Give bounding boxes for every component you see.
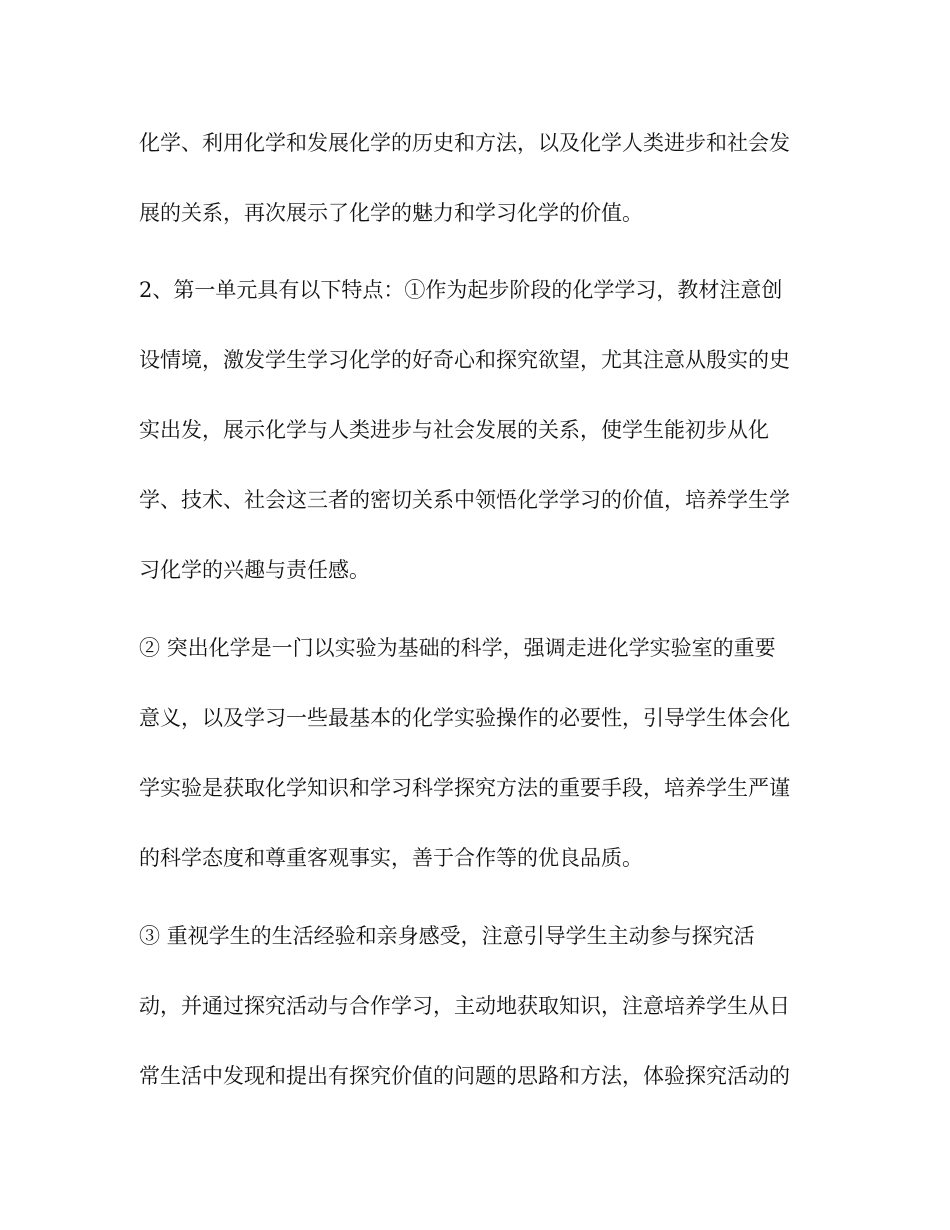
text-line: 的科学态度和尊重客观事实，善于合作等的优良品质。 <box>139 846 643 870</box>
text-line: 展的关系，再次展示了化学的魅力和学习化学的价值。 <box>139 201 643 225</box>
text-line: ② 突出化学是一门以实验为基础的科学，强调走进化学实验室的重要 <box>139 636 776 660</box>
text-line: 学、技术、社会这三者的密切关系中领悟化学学习的价值，培养学生学 <box>139 488 790 512</box>
text-line: 2、第一单元具有以下特点：①作为起步阶段的化学学习，教材注意创 <box>139 278 783 302</box>
text-line: 习化学的兴趣与责任感。 <box>139 558 370 582</box>
text-line: 意义，以及学习一些最基本的化学实验操作的必要性，引导学生体会化 <box>139 706 790 730</box>
text-line: 实出发，展示化学与人类进步与社会发展的关系，使学生能初步从化 <box>139 418 769 442</box>
text-line: 常生活中发现和提出有探究价值的问题的思路和方法，体验探究活动的 <box>139 1064 790 1088</box>
text-line: 设情境，激发学生学习化学的好奇心和探究欲望，尤其注意从殷实的史 <box>139 348 790 372</box>
text-line: 化学、利用化学和发展化学的历史和方法，以及化学人类进步和社会发 <box>139 131 790 155</box>
text-line: 学实验是获取化学知识和学习科学探究方法的重要手段，培养学生严谨 <box>139 776 790 800</box>
text-line: ③ 重视学生的生活经验和亲身感受，注意引导学生主动参与探究活 <box>139 924 755 948</box>
text-line: 动，并通过探究活动与合作学习，主动地获取知识，注意培养学生从日 <box>139 994 790 1018</box>
